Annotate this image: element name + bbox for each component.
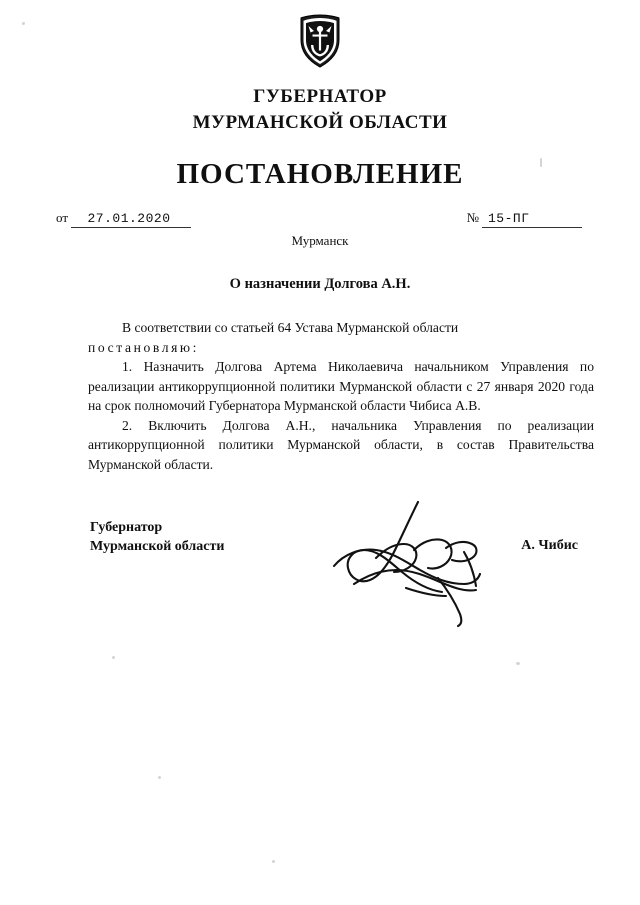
document-date [56,210,191,228]
scan-speckle [158,776,161,779]
scan-speckle [540,158,542,167]
city-name: Мурманск [291,233,349,248]
number-value: 15-ПГ [482,211,582,228]
document-body [88,318,594,474]
scan-speckle [516,662,520,665]
document-meta-row [0,210,640,234]
postanovlyayu-word: постановляю: [88,339,200,355]
coat-of-arms-icon [298,14,342,68]
coat-of-arms-emblem-container [0,14,640,68]
body-paragraph-2: 2. Включить Долгова А.Н., начальника Управления по реализации антикоррупционной политики Мурманской области, в состав Правительства Мурманской области. [88,417,594,472]
date-label: от [56,210,69,225]
number-label: № [466,210,479,225]
scan-speckle [272,860,275,863]
scan-speckle [22,22,25,25]
signer-position-line-1: Губернатор [90,520,163,535]
signer-position [90,518,224,556]
body-paragraph-1: 1. Назначить Долгова Артема Николаевича начальником Управления по реализации антикоррупционной политики Мурманской области с 27 января 2020 года на срок полномочий Губернатора Мурманской области Чибиса А.В. [88,359,594,413]
signer-name: А. Чибис [521,538,578,553]
document-type-heading: ПОСТАНОВЛЕНИЕ [176,158,464,190]
organization-line-2: МУРМАНСКОЙ ОБЛАСТИ [192,112,448,133]
document-number [467,210,582,228]
body-paragraph-intro [88,318,594,357]
handwritten-signature [318,492,498,632]
organization-title [0,84,640,136]
organization-line-1: ГУБЕРНАТОР [253,86,387,107]
intro-text: В соответствии со статьей 64 Устава Мурманской области [122,320,459,335]
signer-position-line-2: Мурманской области [90,539,225,554]
date-value: 27.01.2020 [71,211,191,228]
scan-speckle [112,656,115,659]
document-subject: О назначении Долгова А.Н. [229,276,411,292]
